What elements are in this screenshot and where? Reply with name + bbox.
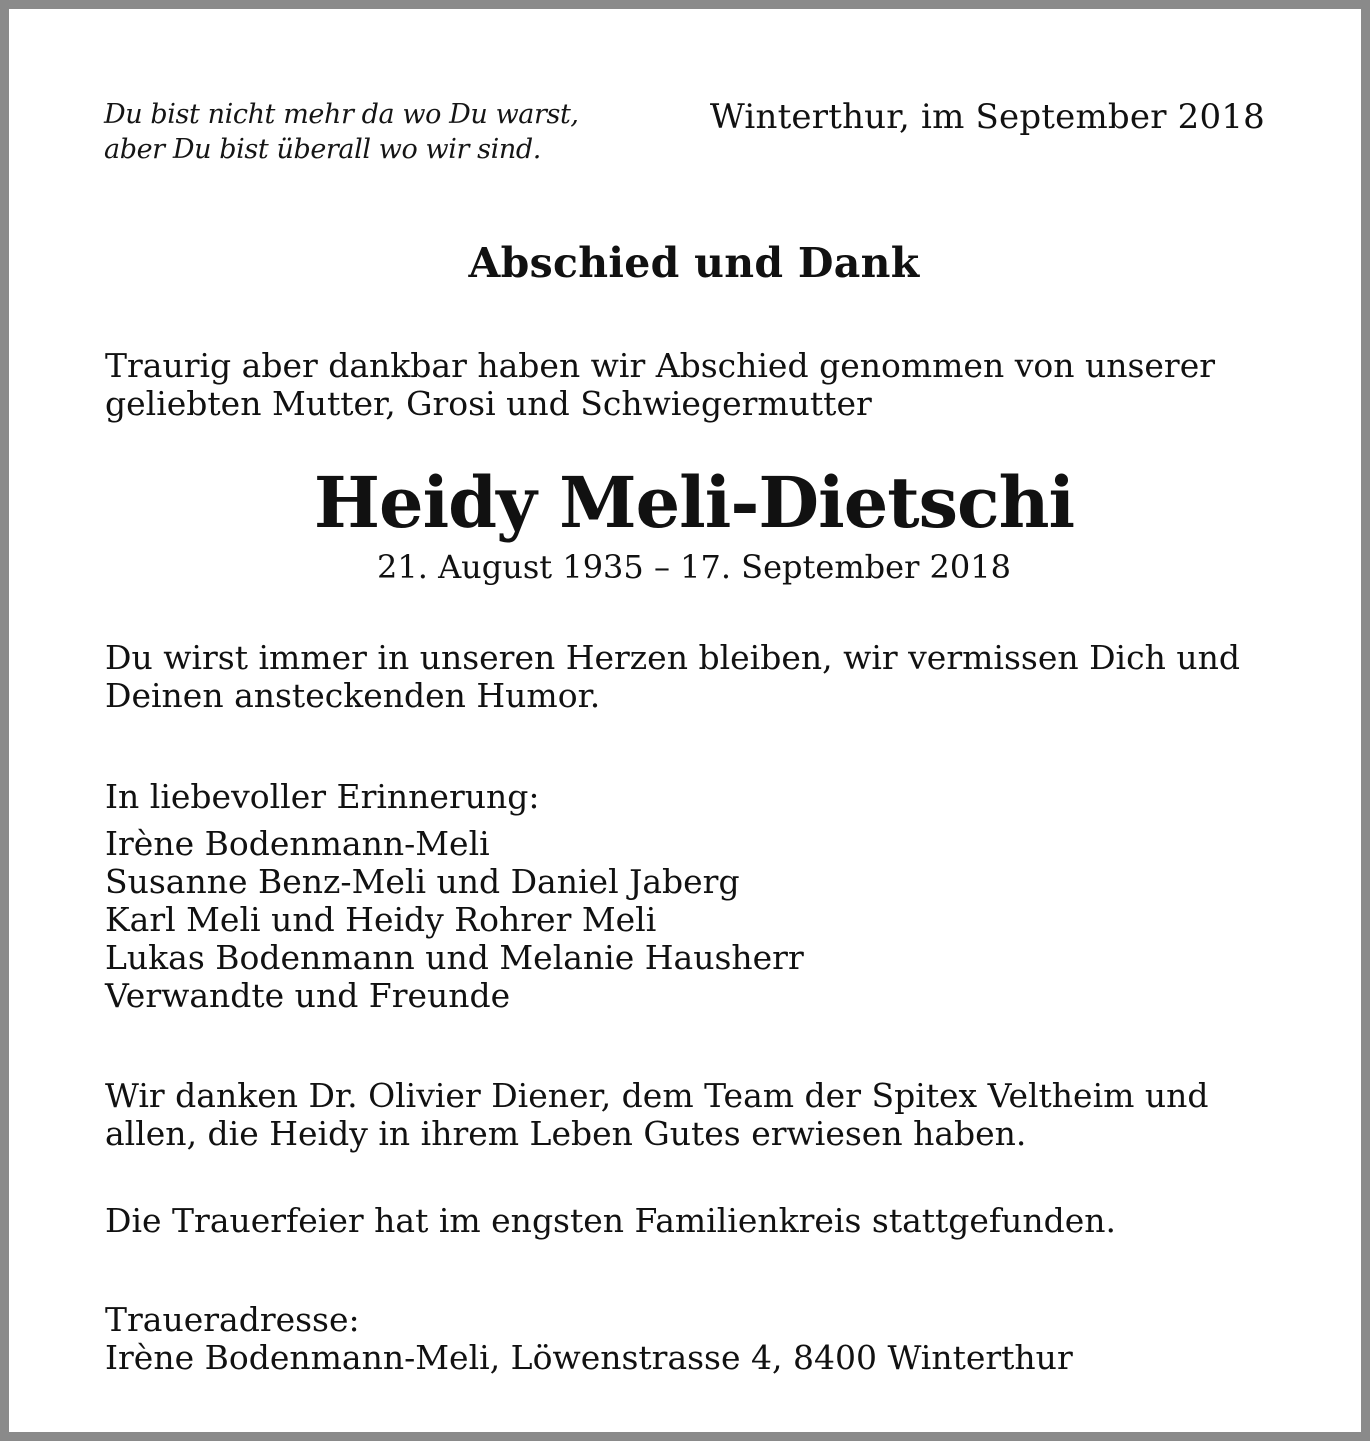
motto-line: aber Du bist überall wo wir sind.: [104, 134, 541, 165]
motto-quote: [104, 97, 579, 167]
mourner-name: Susanne Benz-Meli und Daniel Jaberg: [105, 862, 740, 901]
mourners-intro: In liebevoller Erinnerung:: [105, 777, 540, 816]
intro-line: geliebten Mutter, Grosi und Schwiegermutter: [105, 384, 872, 423]
address-block: [105, 1301, 1073, 1377]
address-value: Irène Bodenmann-Meli, Löwenstrasse 4, 8400 Winterthur: [105, 1338, 1073, 1377]
life-dates: 21. August 1935 – 17. September 2018: [377, 548, 1011, 586]
mourner-name: Lukas Bodenmann und Melanie Hausherr: [105, 938, 804, 977]
deceased-name: Heidy Meli-Dietschi: [313, 461, 1075, 544]
ceremony-note: Die Trauerfeier hat im engsten Familienkreis stattgefunden.: [105, 1201, 1117, 1240]
tribute-paragraph: [105, 639, 1240, 715]
thanks-line: allen, die Heidy in ihrem Leben Gutes erwiesen haben.: [105, 1114, 1027, 1153]
address-label: Traueradresse:: [105, 1300, 360, 1339]
motto-line: Du bist nicht mehr da wo Du warst,: [104, 99, 579, 130]
mourner-name: Verwandte und Freunde: [105, 976, 511, 1015]
tribute-line: Du wirst immer in unseren Herzen bleiben, wir vermissen Dich und: [105, 638, 1240, 677]
notice-heading: Abschied und Dank: [468, 239, 920, 287]
mourners-list: [105, 825, 804, 1015]
thanks-line: Wir danken Dr. Olivier Diener, dem Team der Spitex Veltheim und: [105, 1076, 1209, 1115]
thanks-paragraph: [105, 1077, 1209, 1153]
intro-line: Traurig aber dankbar haben wir Abschied genommen von unserer: [105, 346, 1216, 385]
place-date: Winterthur, im September 2018: [709, 97, 1265, 137]
intro-paragraph: [105, 347, 1215, 423]
mourner-name: Karl Meli und Heidy Rohrer Meli: [105, 900, 657, 939]
mourner-name: Irène Bodenmann-Meli: [105, 824, 490, 863]
tribute-line: Deinen ansteckenden Humor.: [105, 676, 601, 715]
